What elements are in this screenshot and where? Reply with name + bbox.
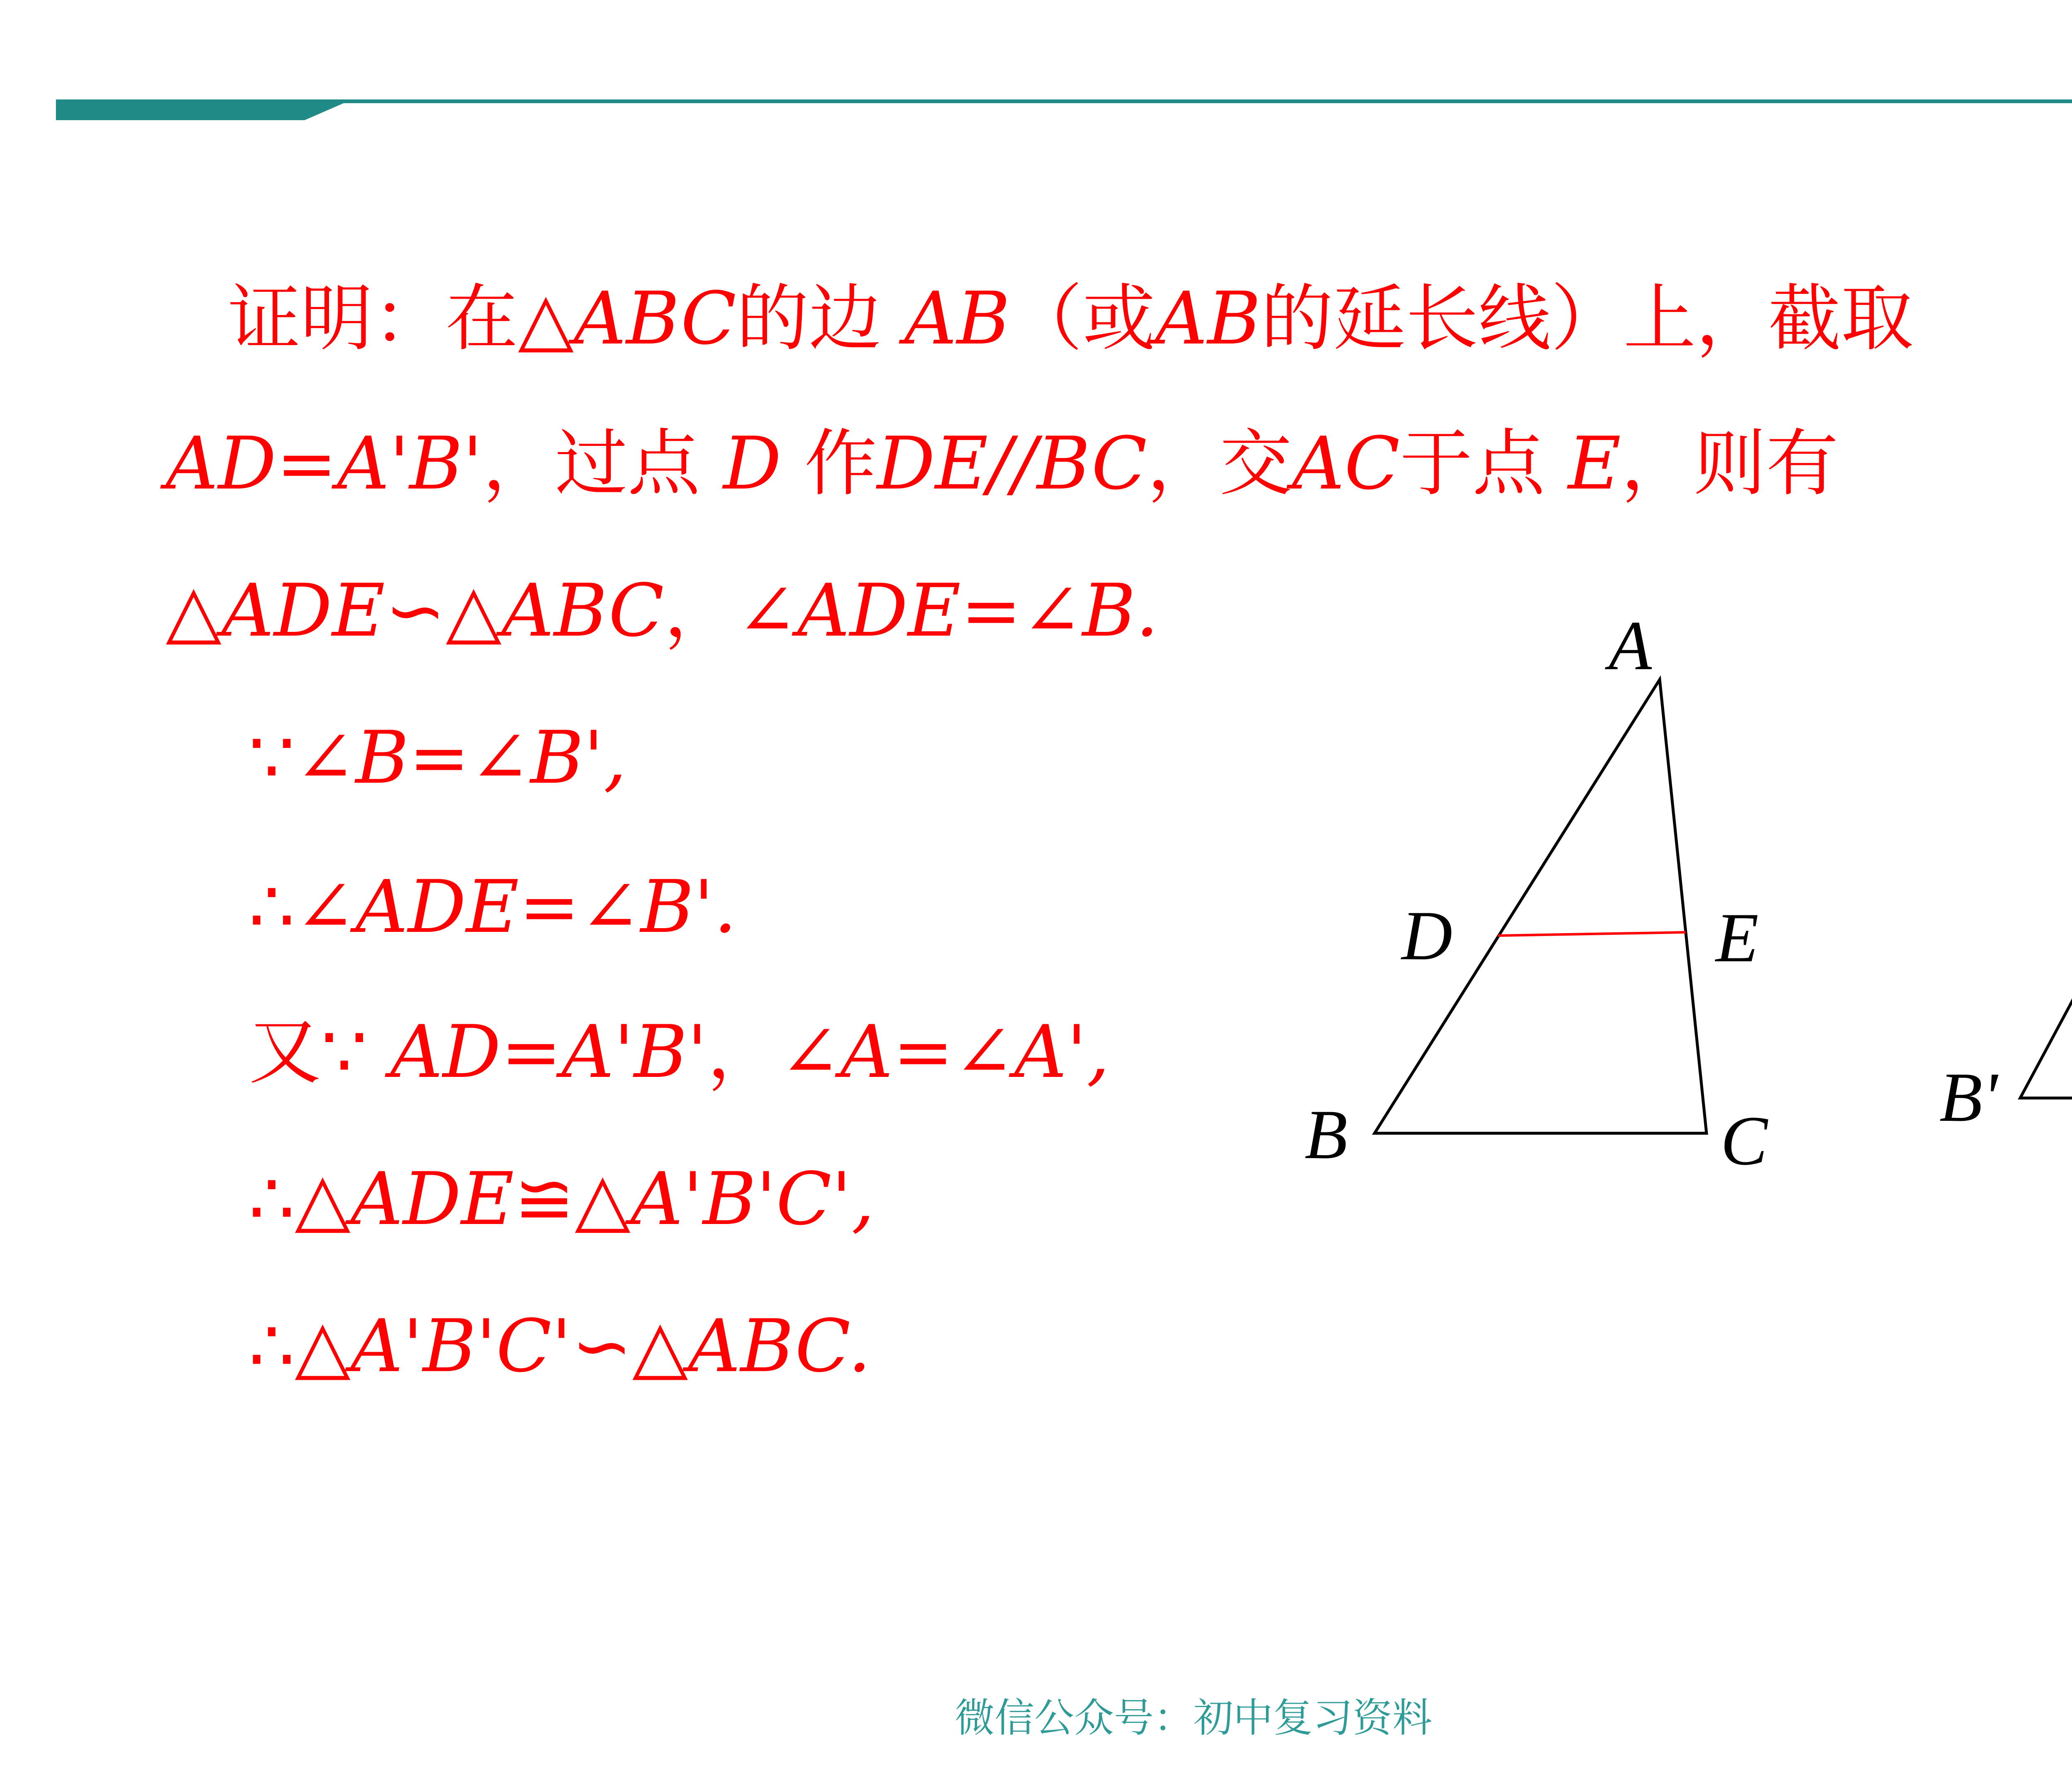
proof-segment: ，交 [1147, 422, 1292, 506]
proof-segment: ∠ADE=∠B'. [295, 865, 737, 949]
proof-segment: ∠A=∠A', [779, 1010, 1110, 1094]
vertex-label-e: E [1716, 899, 1759, 977]
proof-segment: 证明：在△ [228, 277, 574, 361]
proof-segment: AB [904, 277, 1010, 361]
proof-segment: D [723, 422, 782, 506]
proof-segment: 的边 [736, 277, 905, 361]
proof-segment: ∠B=∠B', [295, 716, 627, 800]
proof-segment: AC [1292, 422, 1400, 506]
proof-segment: E [1568, 422, 1621, 506]
vertex-label-d: D [1402, 897, 1452, 975]
proof-segment: ABC [501, 569, 664, 653]
proof-segment: AB [1155, 277, 1261, 361]
proof-segment: ADE [221, 569, 385, 653]
proof-segment: DE//BC [877, 422, 1147, 506]
proof-segment: ∴△ [249, 1304, 351, 1388]
proof-segment: 又∵ [249, 1010, 390, 1094]
proof-segment: A'B'C' [350, 1304, 572, 1388]
proof-segment: 的延长线）上，截取 [1261, 277, 1914, 361]
proof-segment: AD=A'B' [166, 422, 483, 506]
segment-de [1498, 932, 1686, 936]
proof-segment: ∵ [249, 716, 295, 800]
proof-segment: ∴△ [249, 1157, 351, 1241]
proof-segment: ， [707, 1010, 780, 1094]
vertex-label-b: B [1305, 1096, 1348, 1173]
proof-segment: ∠ADE=∠B. [736, 569, 1159, 653]
proof-segment: ，则有 [1621, 422, 1839, 506]
proof-segment: ABC [574, 277, 736, 361]
vertex-label-c: C [1721, 1102, 1768, 1180]
triangle-a-prime-b-prime-c-prime [2020, 806, 2072, 1098]
proof-segment: ∽△ [571, 1304, 688, 1388]
proof-segment: 于点 [1400, 422, 1568, 506]
proof-segment: ≌△ [514, 1157, 631, 1241]
proof-segment: A'B'C', [630, 1157, 875, 1241]
proof-segment: ADE [350, 1157, 514, 1241]
proof-segment: ∴ [249, 865, 295, 949]
proof-segment: AD=A'B' [390, 1010, 707, 1094]
proof-segment: 作 [781, 422, 877, 506]
vertex-label-b-prime: B' [1939, 1058, 1998, 1136]
proof-segment: ∽△ [385, 569, 502, 653]
proof-segment: △ [166, 569, 222, 653]
proof-segment: ABC. [688, 1304, 871, 1388]
proof-segment: （或 [1010, 277, 1155, 361]
proof-segment: ，过点 [482, 422, 724, 506]
proof-segment: ， [664, 569, 737, 653]
vertex-label-a: A [1609, 607, 1652, 685]
footer-text: 微信公众号：初中复习资料 [955, 1695, 1432, 1741]
